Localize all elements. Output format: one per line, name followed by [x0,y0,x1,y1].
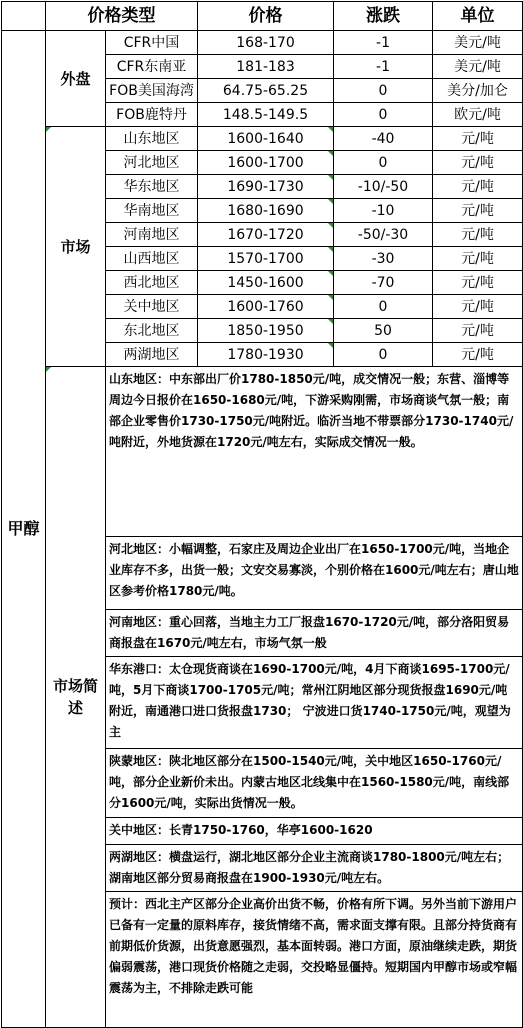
change-cell: -30 [334,247,433,271]
header-change: 涨跌 [334,2,433,31]
price-cell: 1570-1700 [198,247,334,271]
region-cell: 西北地区 [106,271,198,295]
price-cell: 1680-1690 [198,199,334,223]
change-cell: -10 [334,199,433,223]
unit-cell: 元/吨 [433,271,523,295]
change-cell: -70 [334,271,433,295]
change-cell: -1 [334,31,433,55]
summary-text: 山东地区：中东部出厂价1780-1850元/吨，成交情况一般；东营、淄博等周边今日报价在1650-1680元/吨，下游采购刚需，市场商谈气氛一般；南部企业零售价1730-1750元/吨附近。临沂当地不带票部分1730-1740元/吨附近，外地货源在1720元/吨左右，实际成交情况一般。 [106,367,523,537]
region-cell: 两湖地区 [106,343,198,367]
price-cell: 1850-1950 [198,319,334,343]
price-cell: 181-183 [198,55,334,79]
group-summary: 市场简述 [46,367,106,1028]
summary-text: 预计：西北主产区部分企业高价出货不畅，价格有所下调。另外当前下游用户已备有一定量的原料库存，接货情绪不高，需求面支撑有限。且部分持货商有前期低价货源，出货意愿强烈，基本面转弱。港口方面，原油继续走跌，期货偏弱震荡，港口现货价格随之走弱，交投略显僵持。短期国内甲醇市场或窄幅震荡为主，不排除走跌可能 [106,892,523,1028]
unit-cell: 元/吨 [433,127,523,151]
region-cell: FOB美国海湾 [106,79,198,103]
price-cell: 1600-1700 [198,151,334,175]
unit-cell: 元/吨 [433,343,523,367]
unit-cell: 元/吨 [433,247,523,271]
region-cell: 山东地区 [106,127,198,151]
price-cell: 148.5-149.5 [198,103,334,127]
unit-cell: 元/吨 [433,199,523,223]
change-cell: 0 [334,79,433,103]
group-market: 市场 [46,127,106,367]
price-cell: 1670-1720 [198,223,334,247]
price-cell: 1780-1930 [198,343,334,367]
unit-cell: 元/吨 [433,175,523,199]
unit-cell: 元/吨 [433,223,523,247]
table-row [2,127,523,151]
summary-text: 两湖地区：横盘运行，湖北地区部分企业主流商谈1780-1800元/吨左右；湖南地区部分贸易商报盘在1900-1930元/吨左右。 [106,845,523,892]
unit-cell: 元/吨 [433,295,523,319]
region-cell: 河南地区 [106,223,198,247]
unit-cell: 美元/吨 [433,55,523,79]
region-cell: 关中地区 [106,295,198,319]
methanol-price-table [1,1,523,1028]
change-cell: -1 [334,55,433,79]
change-cell: 0 [334,103,433,127]
unit-cell: 美元/吨 [433,31,523,55]
change-cell: 0 [334,343,433,367]
summary-text: 陕蒙地区：陕北地区部分在1500-1540元/吨，关中地区1650-1760元/吨，部分企业新价未出。内蒙古地区北线集中在1560-1580元/吨，南线部分1600元/吨，实际出货情况一般。 [106,749,523,818]
region-cell: 山西地区 [106,247,198,271]
header-unit: 单位 [433,2,523,31]
table-row [2,31,523,55]
change-cell: -10/-50 [334,175,433,199]
summary-row [2,367,523,537]
unit-cell: 美分/加仑 [433,79,523,103]
change-cell: -50/-30 [334,223,433,247]
change-cell: -40 [334,127,433,151]
header-row [2,2,523,31]
summary-text: 华东港口：太仓现货商谈在1690-1700元/吨，4月下商谈1695-1700元/吨，5月下商谈1700-1705元/吨；常州江阴地区部分现货报盘1690元/吨附近，南通港口进口货报盘1730； 宁波进口货1740-1750元/吨，观望为主 [106,657,523,749]
region-cell: FOB鹿特丹 [106,103,198,127]
unit-cell: 欧元/吨 [433,103,523,127]
summary-text: 关中地区：长青1750-1760，华亭1600-1620 [106,818,523,845]
region-cell: CFR东南亚 [106,55,198,79]
price-cell: 1450-1600 [198,271,334,295]
region-cell: CFR中国 [106,31,198,55]
summary-text: 河南地区：重心回落，当地主力工厂报盘1670-1720元/吨，部分洛阳贸易商报盘在1670元/吨左右，市场气氛一般 [106,610,523,657]
region-cell: 华南地区 [106,199,198,223]
change-cell: 50 [334,319,433,343]
region-cell: 河北地区 [106,151,198,175]
change-cell: 0 [334,295,433,319]
region-cell: 华东地区 [106,175,198,199]
change-cell: 0 [334,151,433,175]
summary-text: 河北地区：小幅调整，石家庄及周边企业出厂在1650-1700元/吨，当地企业库存不多，出货一般；文安交易寡淡，个别价格在1600元/吨左右；唐山地区参考价格1780元/吨。 [106,537,523,610]
price-cell: 64.75-65.25 [198,79,334,103]
unit-cell: 元/吨 [433,319,523,343]
price-cell: 1600-1760 [198,295,334,319]
unit-cell: 元/吨 [433,151,523,175]
header-type: 价格类型 [46,2,198,31]
price-cell: 1600-1640 [198,127,334,151]
category-label: 甲醇 [2,31,46,1028]
price-cell: 1690-1730 [198,175,334,199]
header-price: 价格 [198,2,334,31]
price-cell: 168-170 [198,31,334,55]
region-cell: 东北地区 [106,319,198,343]
group-external: 外盘 [46,31,106,127]
